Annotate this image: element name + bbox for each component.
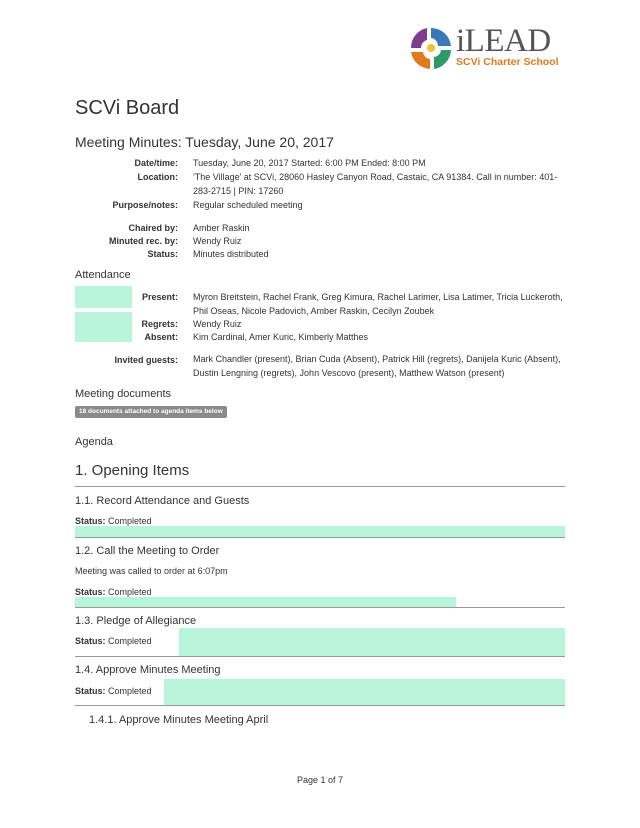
agenda-item-status: Status: Completed — [75, 516, 152, 526]
item-divider — [75, 705, 565, 706]
logo-mark-icon — [408, 24, 454, 74]
agenda-subitem-title: 1.4.1. Approve Minutes Meeting April — [89, 714, 269, 726]
chaired-label: Chaired by: — [128, 223, 178, 233]
item-divider — [75, 537, 565, 538]
item-divider — [75, 607, 565, 608]
absent-value: Kim Cardinal, Amer Kuric, Kimberly Matthes — [193, 332, 369, 342]
meeting-subtitle: Meeting Minutes: Tuesday, June 20, 2017 — [75, 134, 334, 150]
agenda-item-title: 1.2. Call the Meeting to Order — [75, 545, 220, 557]
purpose-label: Purpose/notes: — [112, 200, 178, 210]
logo-subtitle: SCVi Charter School — [456, 56, 559, 68]
absent-label: Absent: — [144, 332, 178, 342]
section-divider — [75, 486, 565, 487]
minuted-value: Wendy Ruiz — [193, 236, 242, 246]
agenda-section-title: 1. Opening Items — [75, 462, 190, 479]
documents-heading: Meeting documents — [75, 388, 171, 400]
status-label: Status: — [147, 249, 178, 259]
guests-value: Mark Chandler (present), Brian Cuda (Absent), Patrick Hill (regrets), Danijela Kuric (Absent), Dustin Lengning (regrets), John Vescovo (present), Matthew Watson (present) — [193, 354, 561, 378]
chaired-value: Amber Raskin — [193, 223, 250, 233]
documents-badge[interactable]: 18 documents attached to agenda items below — [75, 406, 227, 418]
status-highlight — [75, 526, 565, 537]
datetime-label: Date/time: — [134, 158, 178, 168]
agenda-item-title: 1.4. Approve Minutes Meeting — [75, 664, 221, 676]
regrets-label: Regrets: — [141, 319, 178, 329]
page-number: Page 1 of 7 — [296, 775, 344, 785]
purpose-value: Regular scheduled meeting — [193, 200, 303, 210]
agenda-item-title: 1.3. Pledge of Allegiance — [75, 615, 197, 627]
datetime-value: Tuesday, June 20, 2017 Started: 6:00 PM Ended: 8:00 PM — [193, 158, 426, 168]
status-highlight — [75, 597, 456, 607]
agenda-item-status: Status: Completed — [75, 686, 152, 696]
location-value: 'The Village' at SCVi, 28060 Hasley Canyon Road, Castaic, CA 91384. Call in number: 401-283-2715 | PIN: 17260 — [193, 172, 558, 196]
agenda-item-status: Status: Completed — [75, 636, 152, 646]
agenda-item-status: Status: Completed — [75, 587, 152, 597]
present-value: Myron Breitstein, Rachel Frank, Greg Kimura, Rachel Larimer, Lisa Latimer, Tricia Luckeroth, Phil Oseas, Nicole Padovich, Amber Raskin, Cecilyn Zoubek — [193, 292, 563, 316]
item-divider — [75, 656, 565, 657]
guests-label: Invited guests: — [114, 355, 178, 365]
agenda-item-note: Meeting was called to order at 6:07pm — [75, 566, 228, 576]
status-highlight — [164, 679, 565, 705]
location-label: Location: — [137, 172, 178, 182]
agenda-item-title: 1.1. Record Attendance and Guests — [75, 495, 250, 507]
attendance-heading: Attendance — [75, 269, 131, 281]
present-label: Present: — [141, 292, 178, 302]
status-highlight — [179, 628, 565, 656]
ilead-logo — [408, 22, 564, 74]
regrets-value: Wendy Ruiz — [193, 319, 242, 329]
logo-wordmark: iLEAD — [456, 23, 551, 59]
status-value: Minutes distributed — [193, 249, 269, 259]
minuted-label: Minuted rec. by: — [108, 236, 178, 246]
page-title: SCVi Board — [75, 97, 180, 119]
agenda-heading: Agenda — [75, 436, 113, 448]
